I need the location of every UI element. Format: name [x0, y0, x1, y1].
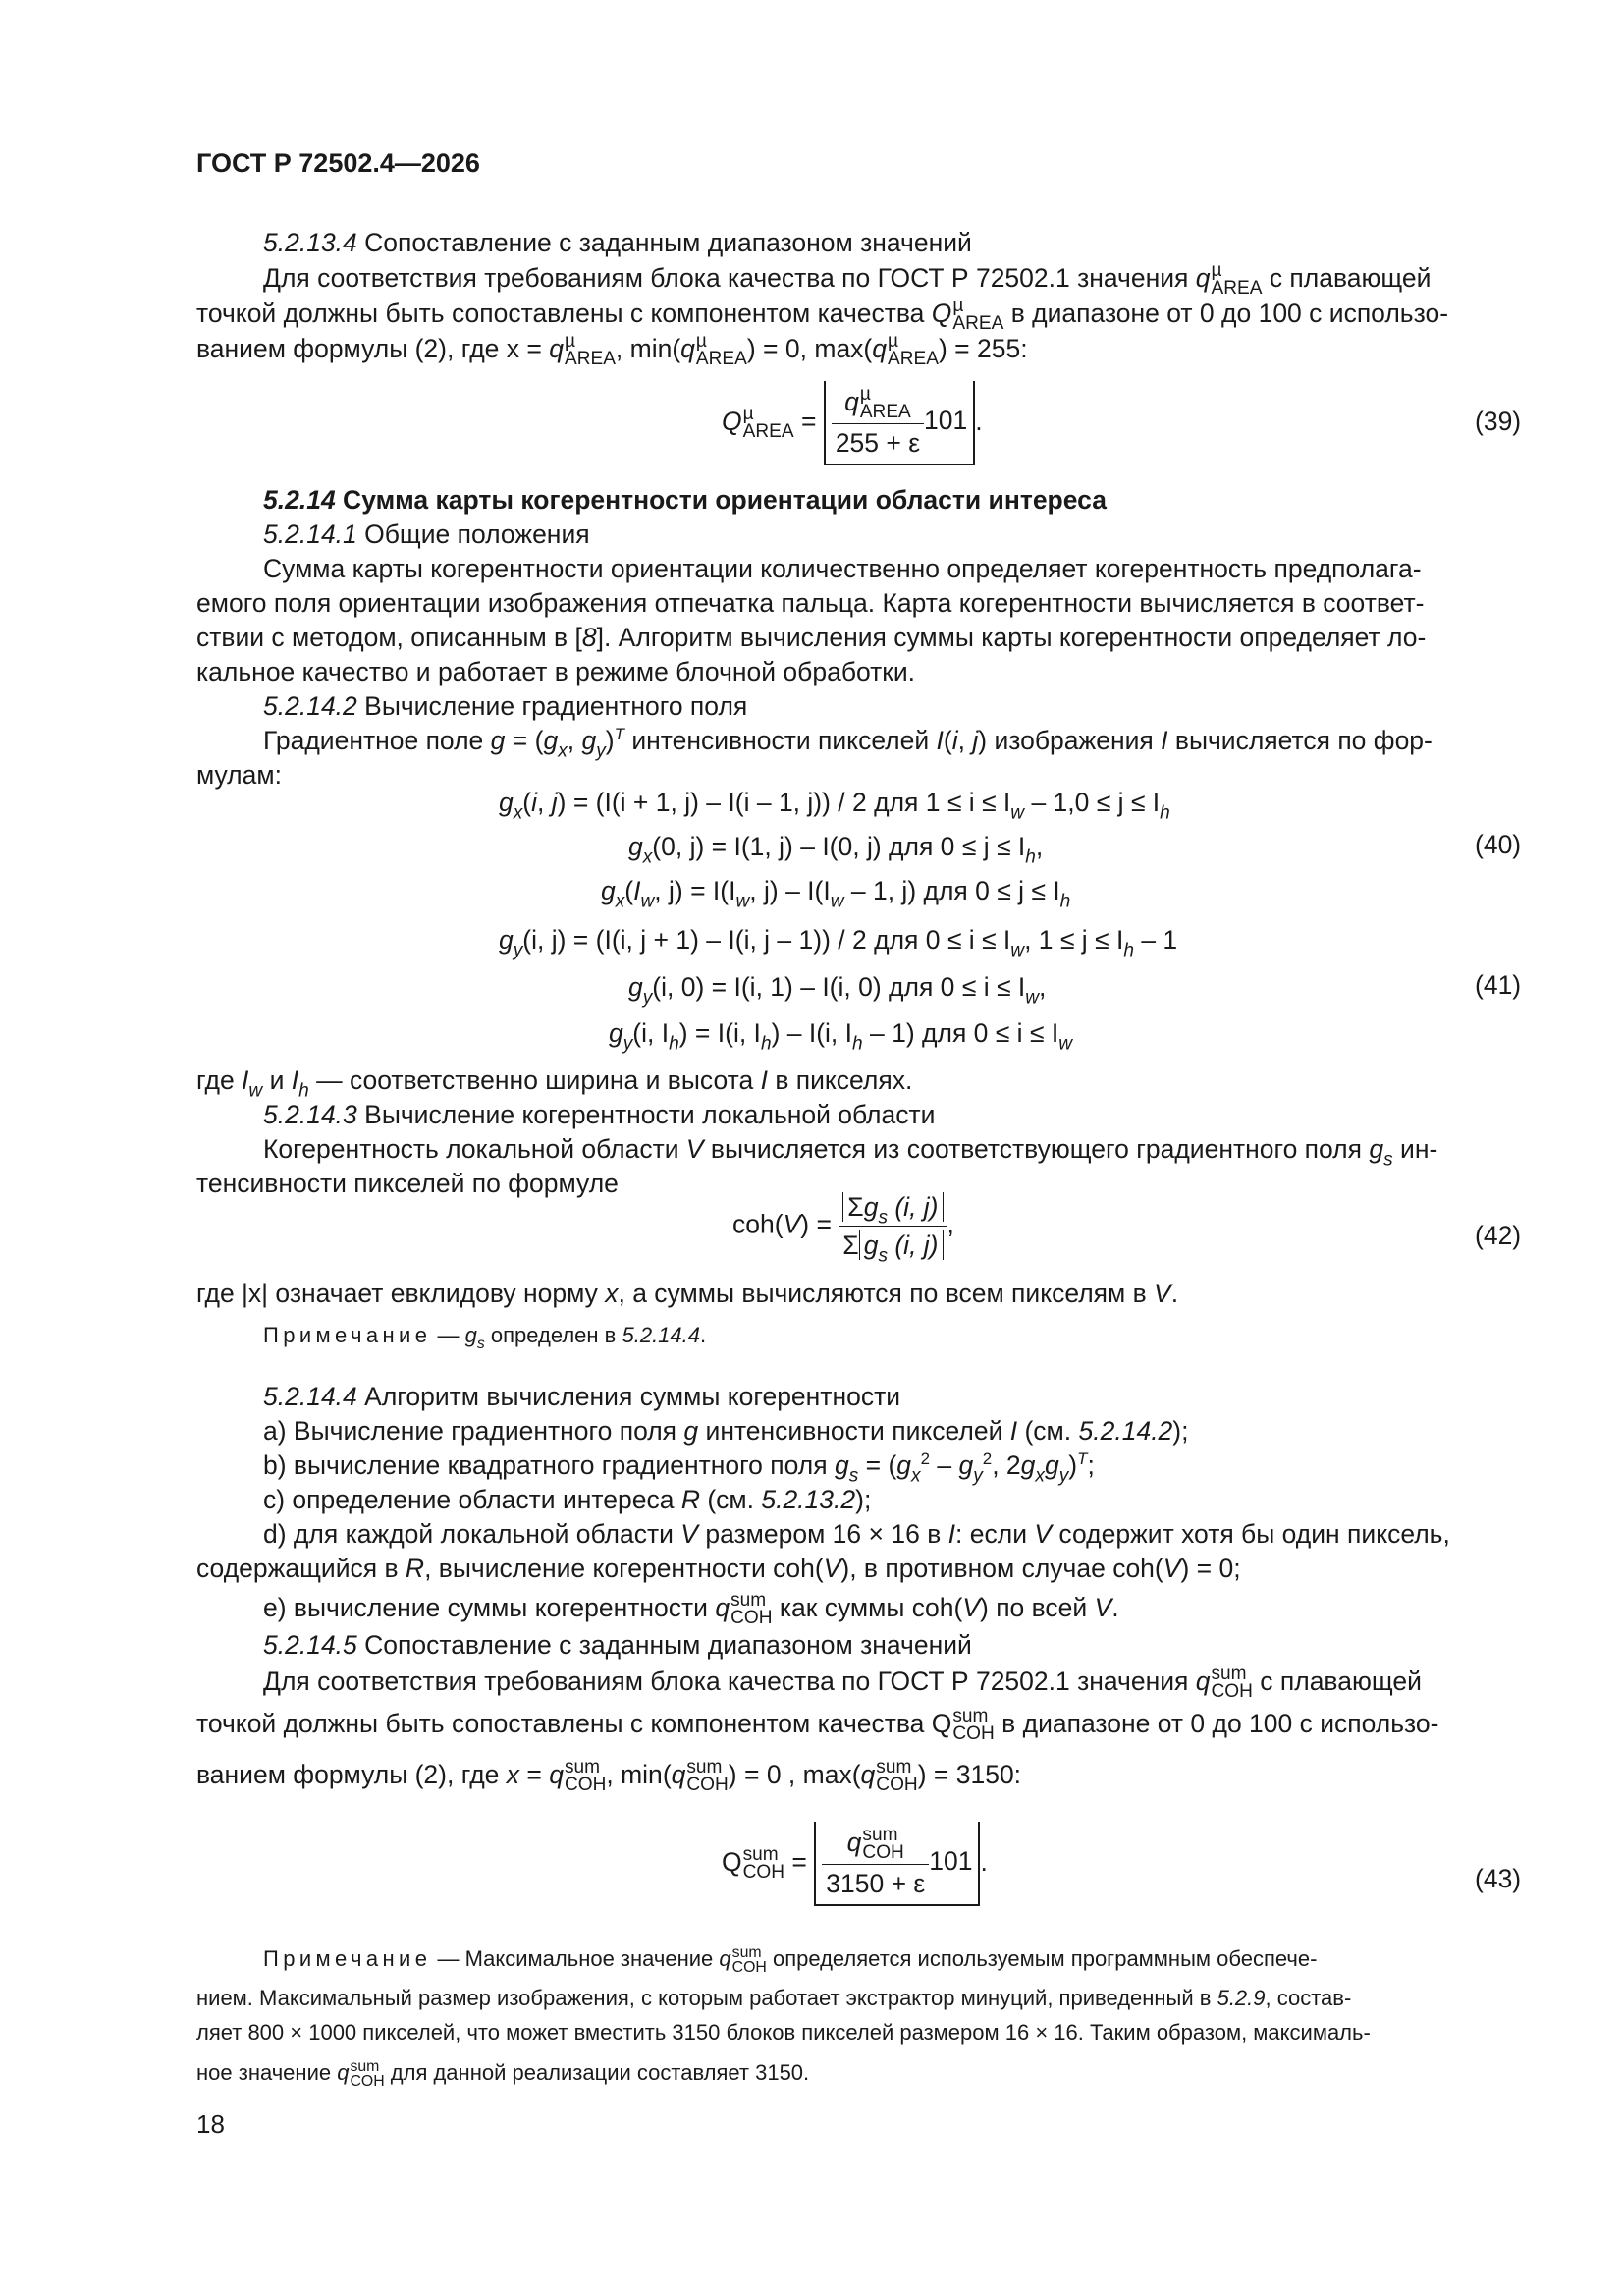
equation-number-40: (40): [1475, 830, 1522, 859]
list-item-b: b) вычисление квадратного градиентного поля $g_s = (g_x^2 - g_y^2$, $2g_xg_y)^T$;: [263, 1449, 1095, 1487]
note-2-line: нием. Максимальный размер изображения, с которым работает экстрактор минуций, приведенный в 5.2.9, состав-: [196, 1986, 1352, 2010]
paragraph-line: точкой должны быть сопоставлены с компонентом качества Q µ AREA в диапазоне от 0 до 100 с использо-: [196, 295, 1449, 334]
subsection-5-2-14-5: 5.2.14.5 Сопоставление с заданным диапазоном значений: [263, 1630, 972, 1660]
equation-number-41: (41): [1475, 970, 1522, 1000]
equation-42: coh(V) = $\frac{\Sigma g_s (i, j)}{\Sigma g_s (i, j)}$ ,: [732, 1192, 954, 1267]
list-item-a: a) Вычисление градиентного поля g интенсивности пикселей I (см. 5.2.14.2);: [263, 1416, 1189, 1446]
equation-41-row-3: $g_y(i$, $I_h) = I(i$, $I_h) - I(i$, $I_h - 1$) для $0 \le i \le I_w$: [609, 1018, 1072, 1055]
list-item-d: d) для каждой локальной области V размером 16 × 16 в I: если V содержит хотя бы один пиксель,: [263, 1519, 1450, 1549]
paragraph-line: Для соответствия требованиям блока качества по ГОСТ Р 72502.1 значения q µ AREA с плавающей: [263, 259, 1432, 299]
paragraph-line: емого поля ориентации изображения отпечатка пальца. Карта когерентности вычисляется в соответ-: [196, 588, 1425, 618]
paragraph-line: ванием формулы (2), где x = q sum COH , min(q sum COH ) = 0 , max(q sum COH ) = 3150:: [196, 1756, 1022, 1795]
equation-40-row-1: $g_x(i$, j) = (I(i + 1, j) – I(i – 1, j)) / 2 для $1 \le i \le I_w - 1,0 \le j \le I_h$: [499, 788, 1170, 824]
subsection-5-2-14-4: 5.2.14.4 Алгоритм вычисления суммы когерентности: [263, 1382, 901, 1411]
equation-number-39: (39): [1475, 407, 1522, 436]
note-2-line: ное значение q sum COH для данной реализации составляет 3150.: [196, 2058, 810, 2091]
paragraph-line: где $I_w$ и $I_h$ — соответственно ширина и высота I в пикселях.: [196, 1066, 913, 1102]
paragraph-line: Для соответствия требованиям блока качества по ГОСТ Р 72502.1 значения q sum COH с плавающей: [263, 1663, 1422, 1702]
subsection-5-2-13-4: 5.2.13.4 Сопоставление с заданным диапазоном значений: [263, 228, 972, 257]
note-1: Примечание — $g_s$ определен в 5.2.14.4.: [263, 1323, 707, 1353]
paragraph-line: ствии с методом, описанным в [8]. Алгоритм вычисления суммы карты когерентности определяет ло-: [196, 623, 1427, 652]
paragraph-line: тенсивности пикселей по формуле: [196, 1169, 619, 1198]
equation-41-row-1: $g_y(i$, j) = (I(i, j + 1) – I(i, j – 1)) / 2 для $0 \le i \le I_w$, $1 \le j \le I_h - 1$: [499, 925, 1178, 961]
paragraph-line: где |x| означает евклидову норму x, а суммы вычисляются по всем пикселям в V.: [196, 1279, 1179, 1308]
section-5-2-14-heading: 5.2.14 Сумма карты когерентности ориентации области интереса: [263, 485, 1107, 515]
note-2-line: Примечание — Максимальное значение q sum COH определяется используемым программным обеспече-: [263, 1944, 1318, 1977]
subsection-5-2-14-1: 5.2.14.1 Общие положения: [263, 519, 590, 549]
equation-number-43: (43): [1475, 1864, 1522, 1893]
equation-number-42: (42): [1475, 1221, 1522, 1250]
note-2-line: ляет 800 × 1000 пикселей, что может вместить 3150 блоков пикселей размером 16 × 16. Таким образом, максималь-: [196, 2020, 1371, 2045]
paragraph-line: кальное качество и работает в режиме блочной обработки.: [196, 657, 916, 686]
subsection-5-2-14-3: 5.2.14.3 Вычисление когерентности локальной области: [263, 1100, 936, 1129]
paragraph-line: Когерентность локальной области V вычисляется из соответствующего градиентного поля $g_s$ ин-: [263, 1134, 1438, 1171]
list-item-d-continued: содержащийся в R, вычисление когерентности coh(V), в противном случае coh(V) = 0;: [196, 1554, 1241, 1583]
paragraph-line: мулам:: [196, 760, 282, 790]
list-item-e: e) вычисление суммы когерентности q sum COH как суммы coh(V) по всей V.: [263, 1589, 1119, 1628]
page-number: 18: [196, 2109, 225, 2139]
equation-40-row-2: $g_x(0$, j) = I(1, j) – I(0, j) для $0 \le j \le I_h$,: [628, 832, 1044, 868]
paragraph-line: точкой должны быть сопоставлены с компонентом качества Q sum COH в диапазоне от 0 до 100 с использо-: [196, 1705, 1439, 1744]
equation-43: Q sum COH = q sum COH 3150 + ε 101 .: [722, 1822, 988, 1906]
paragraph-line: Сумма карты когерентности ориентации количественно определяет когерентность предполага-: [263, 554, 1422, 583]
equation-39: Q µ AREA = q µ AREA 255 + ε 101 .: [722, 381, 983, 465]
document-header: ГОСТ Р 72502.4—2026: [196, 148, 480, 178]
paragraph-line: Градиентное поле $g = (g_x$, $g_y)^T$ интенсивности пикселей I(i, j) изображения I вычисляется по фор-: [263, 724, 1433, 762]
subsection-5-2-14-2: 5.2.14.2 Вычисление градиентного поля: [263, 691, 748, 721]
list-item-c: c) определение области интереса R (см. 5.2.13.2);: [263, 1485, 872, 1514]
paragraph-line: ванием формулы (2), где x = q µ AREA , min(q µ AREA ) = 0, max(q µ AREA ) = 255:: [196, 330, 1028, 369]
equation-40-row-3: $g_x(I_w$, $j) = I(I_w$, $j) - I(I_w - 1$, j) для $0 \le j \le I_h$: [601, 876, 1071, 912]
equation-41-row-2: $g_y(i$, 0) = I(i, 1) – I(i, 0) для $0 \le i \le I_w$,: [628, 972, 1047, 1009]
